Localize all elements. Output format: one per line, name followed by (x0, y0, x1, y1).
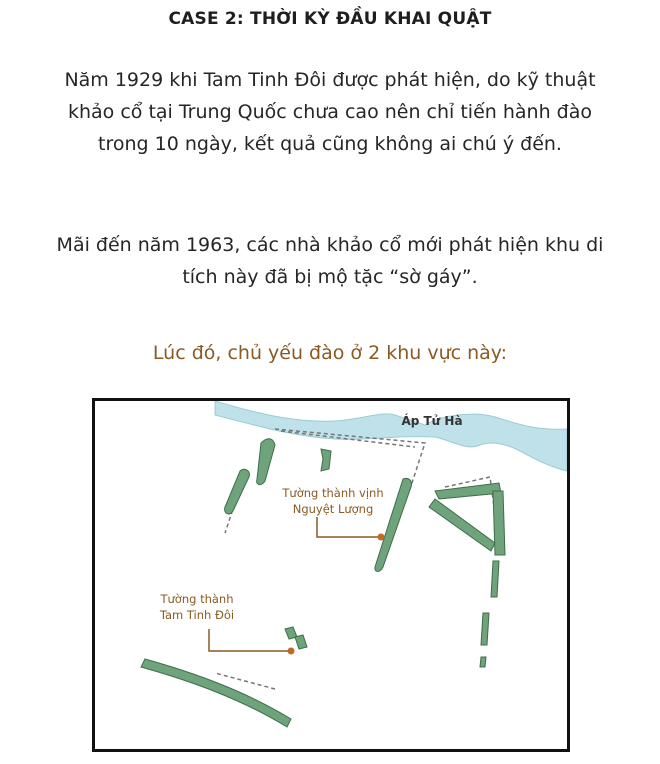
wall-east-lower (481, 613, 489, 645)
wall-east-dashed-fill (491, 561, 499, 597)
marker-line-nguyet-luong (317, 517, 381, 537)
wall-ring-diagonal (429, 499, 495, 551)
marker-dot-nguyet-luong (378, 534, 385, 541)
wall-tam-tinh-doi (141, 659, 291, 727)
label-tam-tinh-doi-wall: Tường thành Tam Tinh Đôi (159, 592, 235, 622)
wall-segment-north-left (257, 439, 275, 485)
marker-dot-tam-tinh-doi (288, 648, 295, 655)
wall-ring-right (493, 491, 505, 555)
discovery-paragraph: Mãi đến năm 1963, các nhà khảo cổ mới phát hiện khu di tích này đã bị mộ tặc “sờ gáy”. (56, 234, 604, 288)
label-nguyet-luong-wall: Tường thành vịnh Nguyệt Lượng (282, 486, 384, 516)
wall-spot-1 (480, 657, 486, 667)
site-map-drawing (95, 401, 567, 749)
wall-segment-west (225, 469, 250, 514)
section-heading: CASE 2: THỜI KỲ ĐẦU KHAI QUẬT (168, 9, 492, 29)
intro-paragraph: Năm 1929 khi Tam Tinh Đôi được phát hiện, do kỹ thuật khảo cổ tại Trung Quốc chưa cao nên chỉ tiến hành đào trong 10 ngày, kết quả cũng không ai chú ý đến. (64, 69, 596, 155)
wall-ring-top (435, 483, 501, 499)
marker-line-tam-tinh-doi (209, 629, 291, 651)
label-ap-tu-ha: Áp Tử Hà (401, 414, 463, 428)
map-caption: Lúc đó, chủ yếu đào ở 2 khu vực này: (152, 342, 508, 364)
wall-segment-center-small (321, 449, 331, 471)
wall-small-right (295, 635, 307, 649)
site-map (92, 398, 570, 752)
